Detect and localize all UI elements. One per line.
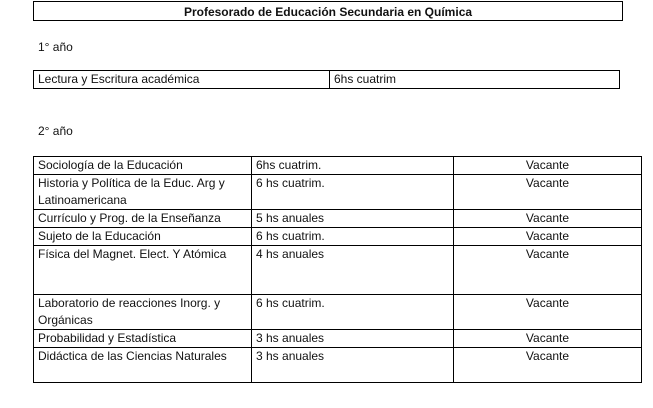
status-cell: Vacante	[454, 330, 642, 348]
subject-cell: Sociología de la Educación	[34, 157, 252, 175]
table-row	[34, 210, 642, 228]
hours-cell: 3 hs anuales	[252, 330, 454, 348]
subject-cell: Didáctica de las Ciencias Naturales	[34, 348, 252, 383]
subject-cell: Sujeto de la Educación	[34, 228, 252, 246]
hours-cell: 5 hs anuales	[252, 210, 454, 228]
hours-cell: 6 hs cuatrim.	[252, 295, 454, 330]
hours-cell: 4 hs anuales	[252, 246, 454, 295]
table-row	[34, 330, 642, 348]
year-1-heading: 1° año	[38, 40, 73, 54]
subject-cell: Lectura y Escritura académica	[34, 71, 330, 89]
subject-cell: Laboratorio de reacciones Inorg. y Orgánicas	[34, 295, 252, 330]
table-row	[34, 228, 642, 246]
status-cell: Vacante	[454, 295, 642, 330]
subject-cell: Historia y Política de la Educ. Arg y Latinoamericana	[34, 175, 252, 210]
hours-cell: 6 hs cuatrim.	[252, 228, 454, 246]
hours-cell: 3 hs anuales	[252, 348, 454, 383]
year-2-heading: 2° año	[38, 124, 73, 138]
status-cell: Vacante	[454, 210, 642, 228]
table-row	[34, 71, 620, 89]
table-row	[34, 348, 642, 383]
hours-cell: 6hs cuatrim.	[252, 157, 454, 175]
table-row	[34, 295, 642, 330]
year-2-table	[33, 156, 642, 383]
document-title: Profesorado de Educación Secundaria en Química	[33, 1, 623, 21]
table-row	[34, 175, 642, 210]
table-row	[34, 246, 642, 295]
year-1-table	[33, 70, 620, 89]
subject-cell: Física del Magnet. Elect. Y Atómica	[34, 246, 252, 295]
status-cell: Vacante	[454, 157, 642, 175]
status-cell: Vacante	[454, 246, 642, 295]
status-cell: Vacante	[454, 348, 642, 383]
subject-cell: Probabilidad y Estadística	[34, 330, 252, 348]
hours-cell: 6 hs cuatrim.	[252, 175, 454, 210]
hours-cell: 6hs cuatrim	[330, 71, 620, 89]
subject-cell: Currículo y Prog. de la Enseñanza	[34, 210, 252, 228]
status-cell: Vacante	[454, 228, 642, 246]
table-row	[34, 157, 642, 175]
status-cell: Vacante	[454, 175, 642, 210]
